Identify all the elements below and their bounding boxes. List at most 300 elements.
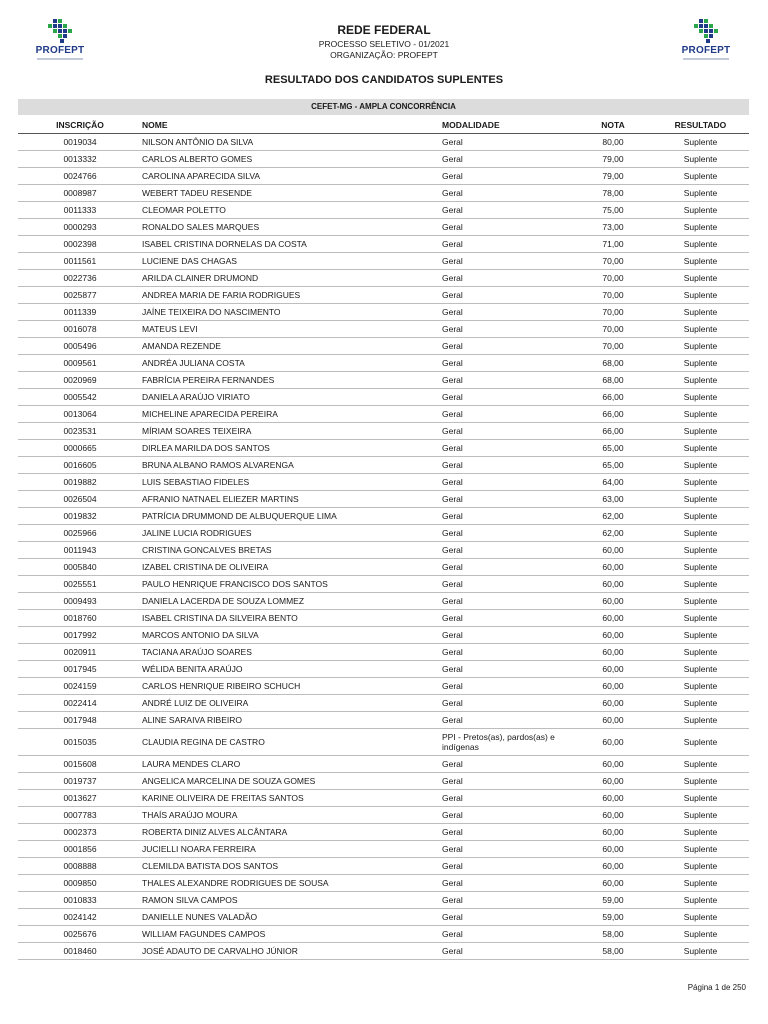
table-row (18, 644, 749, 661)
cell-modalidade: Geral (442, 236, 574, 253)
column-header-resultado: RESULTADO (652, 116, 749, 134)
page-number: Página 1 de 250 (687, 983, 746, 992)
document-header (0, 22, 768, 61)
table-row (18, 695, 749, 712)
cell-nota: 68,00 (574, 355, 652, 372)
cell-nota: 58,00 (574, 943, 652, 960)
cell-modalidade: Geral (442, 644, 574, 661)
cell-resultado: Suplente (652, 824, 749, 841)
cell-nome: ISABEL CRISTINA DA SILVEIRA BENTO (142, 610, 442, 627)
cell-resultado: Suplente (652, 457, 749, 474)
cell-resultado: Suplente (652, 338, 749, 355)
cell-nota: 60,00 (574, 542, 652, 559)
cell-modalidade: Geral (442, 372, 574, 389)
cell-inscricao: 0018760 (18, 610, 142, 627)
cell-modalidade: Geral (442, 712, 574, 729)
table-row (18, 542, 749, 559)
cell-nome: ANDRÉ LUIZ DE OLIVEIRA (142, 695, 442, 712)
cell-modalidade: Geral (442, 610, 574, 627)
table-row (18, 321, 749, 338)
cell-nome: IZABEL CRISTINA DE OLIVEIRA (142, 559, 442, 576)
cell-nome: DIRLEA MARILDA DOS SANTOS (142, 440, 442, 457)
cell-modalidade: Geral (442, 695, 574, 712)
cell-nome: CAROLINA APARECIDA SILVA (142, 168, 442, 185)
cell-resultado: Suplente (652, 253, 749, 270)
cell-inscricao: 0008888 (18, 858, 142, 875)
cell-resultado: Suplente (652, 627, 749, 644)
cell-nota: 62,00 (574, 508, 652, 525)
cell-nota: 63,00 (574, 491, 652, 508)
cell-inscricao: 0019737 (18, 773, 142, 790)
cell-nota: 60,00 (574, 712, 652, 729)
cell-nome: LUCIENE DAS CHAGAS (142, 253, 442, 270)
header-title: REDE FEDERAL (337, 23, 431, 37)
cell-resultado: Suplente (652, 712, 749, 729)
table-row (18, 678, 749, 695)
cell-modalidade: Geral (442, 525, 574, 542)
cell-modalidade: Geral (442, 576, 574, 593)
cell-inscricao: 0009561 (18, 355, 142, 372)
cell-resultado: Suplente (652, 678, 749, 695)
cell-inscricao: 0024159 (18, 678, 142, 695)
cell-nome: DANIELA LACERDA DE SOUZA LOMMEZ (142, 593, 442, 610)
cell-modalidade: Geral (442, 926, 574, 943)
cell-modalidade: PPI - Pretos(as), pardos(as) e indígenas (442, 729, 574, 756)
cell-inscricao: 0005542 (18, 389, 142, 406)
cell-inscricao: 0024766 (18, 168, 142, 185)
cell-modalidade: Geral (442, 773, 574, 790)
cell-nome: THAÍS ARAÚJO MOURA (142, 807, 442, 824)
cell-modalidade: Geral (442, 389, 574, 406)
cell-inscricao: 0009850 (18, 875, 142, 892)
table-row (18, 406, 749, 423)
header-subtitle: PROCESSO SELETIVO - 01/2021 (318, 39, 450, 49)
cell-nota: 60,00 (574, 841, 652, 858)
cell-inscricao: 0025676 (18, 926, 142, 943)
cell-nome: CLEMILDA BATISTA DOS SANTOS (142, 858, 442, 875)
cell-modalidade: Geral (442, 287, 574, 304)
cell-modalidade: Geral (442, 943, 574, 960)
cell-inscricao: 0019832 (18, 508, 142, 525)
cell-resultado: Suplente (652, 661, 749, 678)
cell-resultado: Suplente (652, 909, 749, 926)
cell-nome: WILLIAM FAGUNDES CAMPOS (142, 926, 442, 943)
cell-inscricao: 0025551 (18, 576, 142, 593)
cell-nota: 70,00 (574, 270, 652, 287)
table-row (18, 168, 749, 185)
cell-nota: 66,00 (574, 389, 652, 406)
table-row (18, 287, 749, 304)
cell-nota: 62,00 (574, 525, 652, 542)
column-header-inscricao: INSCRIÇÃO (18, 116, 142, 134)
cell-nome: JOSÉ ADAUTO DE CARVALHO JÚNIOR (142, 943, 442, 960)
cell-modalidade: Geral (442, 875, 574, 892)
cell-inscricao: 0015608 (18, 756, 142, 773)
cell-resultado: Suplente (652, 134, 749, 151)
cell-modalidade: Geral (442, 338, 574, 355)
cell-inscricao: 0008987 (18, 185, 142, 202)
table-row (18, 372, 749, 389)
cell-nota: 60,00 (574, 824, 652, 841)
cell-nome: ARILDA CLAINER DRUMOND (142, 270, 442, 287)
cell-resultado: Suplente (652, 270, 749, 287)
cell-modalidade: Geral (442, 219, 574, 236)
table-row (18, 790, 749, 807)
table-row (18, 875, 749, 892)
table-row (18, 943, 749, 960)
cell-nota: 70,00 (574, 321, 652, 338)
cell-modalidade: Geral (442, 909, 574, 926)
cell-inscricao: 0025877 (18, 287, 142, 304)
cell-resultado: Suplente (652, 525, 749, 542)
cell-nome: RAMON SILVA CAMPOS (142, 892, 442, 909)
cell-resultado: Suplente (652, 389, 749, 406)
table-row (18, 892, 749, 909)
cell-inscricao: 0018460 (18, 943, 142, 960)
table-row (18, 389, 749, 406)
section-title-bar: CEFET-MG - AMPLA CONCORRÊNCIA (18, 99, 749, 115)
cell-inscricao: 0011943 (18, 542, 142, 559)
cell-modalidade: Geral (442, 134, 574, 151)
cell-modalidade: Geral (442, 202, 574, 219)
cell-modalidade: Geral (442, 253, 574, 270)
cell-modalidade: Geral (442, 474, 574, 491)
cell-nome: MARCOS ANTONIO DA SILVA (142, 627, 442, 644)
cell-nome: FABRÍCIA PEREIRA FERNANDES (142, 372, 442, 389)
table-row (18, 627, 749, 644)
cell-nome: CLEOMAR POLETTO (142, 202, 442, 219)
cell-inscricao: 0010833 (18, 892, 142, 909)
cell-inscricao: 0023531 (18, 423, 142, 440)
cell-resultado: Suplente (652, 926, 749, 943)
cell-inscricao: 0015035 (18, 729, 142, 756)
cell-nota: 70,00 (574, 304, 652, 321)
cell-nota: 66,00 (574, 423, 652, 440)
cell-modalidade: Geral (442, 627, 574, 644)
cell-nota: 59,00 (574, 909, 652, 926)
cell-nome: LAURA MENDES CLARO (142, 756, 442, 773)
cell-nota: 66,00 (574, 406, 652, 423)
cell-inscricao: 0005840 (18, 559, 142, 576)
cell-nome: JUCIELLI NOARA FERREIRA (142, 841, 442, 858)
table-row (18, 202, 749, 219)
cell-resultado: Suplente (652, 219, 749, 236)
column-header-modalidade: MODALIDADE (442, 116, 574, 134)
cell-nome: CRISTINA GONCALVES BRETAS (142, 542, 442, 559)
cell-resultado: Suplente (652, 542, 749, 559)
cell-nota: 60,00 (574, 773, 652, 790)
cell-modalidade: Geral (442, 858, 574, 875)
table-row (18, 440, 749, 457)
cell-nome: MICHELINE APARECIDA PEREIRA (142, 406, 442, 423)
table-header-row (18, 116, 749, 134)
cell-modalidade: Geral (442, 355, 574, 372)
table-row (18, 525, 749, 542)
cell-resultado: Suplente (652, 321, 749, 338)
table-row (18, 304, 749, 321)
cell-nota: 60,00 (574, 729, 652, 756)
cell-resultado: Suplente (652, 474, 749, 491)
table-row (18, 134, 749, 151)
cell-modalidade: Geral (442, 440, 574, 457)
cell-resultado: Suplente (652, 610, 749, 627)
cell-resultado: Suplente (652, 202, 749, 219)
table-row (18, 712, 749, 729)
table-row (18, 858, 749, 875)
cell-nome: ANGELICA MARCELINA DE SOUZA GOMES (142, 773, 442, 790)
cell-resultado: Suplente (652, 729, 749, 756)
cell-inscricao: 0011339 (18, 304, 142, 321)
cell-inscricao: 0005496 (18, 338, 142, 355)
cell-nome: ISABEL CRISTINA DORNELAS DA COSTA (142, 236, 442, 253)
cell-nome: AMANDA REZENDE (142, 338, 442, 355)
table-row (18, 508, 749, 525)
cell-nome: JAÍNE TEIXEIRA DO NASCIMENTO (142, 304, 442, 321)
cell-inscricao: 0020969 (18, 372, 142, 389)
cell-nota: 58,00 (574, 926, 652, 943)
cell-resultado: Suplente (652, 508, 749, 525)
cell-nota: 60,00 (574, 559, 652, 576)
cell-nome: PATRÍCIA DRUMMOND DE ALBUQUERQUE LIMA (142, 508, 442, 525)
cell-nota: 60,00 (574, 661, 652, 678)
cell-nome: PAULO HENRIQUE FRANCISCO DOS SANTOS (142, 576, 442, 593)
cell-nota: 60,00 (574, 593, 652, 610)
cell-nota: 75,00 (574, 202, 652, 219)
cell-nota: 65,00 (574, 457, 652, 474)
cell-nota: 70,00 (574, 287, 652, 304)
cell-resultado: Suplente (652, 892, 749, 909)
table-row (18, 219, 749, 236)
cell-nome: MATEUS LEVI (142, 321, 442, 338)
cell-modalidade: Geral (442, 661, 574, 678)
logo-text: PROFEPT (35, 45, 85, 56)
cell-inscricao: 0011333 (18, 202, 142, 219)
table-row (18, 355, 749, 372)
cell-inscricao: 0000293 (18, 219, 142, 236)
table-row (18, 423, 749, 440)
cell-resultado: Suplente (652, 423, 749, 440)
table-row (18, 491, 749, 508)
table-row (18, 236, 749, 253)
cell-resultado: Suplente (652, 355, 749, 372)
table-row (18, 824, 749, 841)
cell-resultado: Suplente (652, 644, 749, 661)
cell-resultado: Suplente (652, 559, 749, 576)
cell-nota: 60,00 (574, 790, 652, 807)
cell-inscricao: 0000665 (18, 440, 142, 457)
cell-resultado: Suplente (652, 491, 749, 508)
cell-modalidade: Geral (442, 824, 574, 841)
cell-nota: 59,00 (574, 892, 652, 909)
cell-nome: CARLOS HENRIQUE RIBEIRO SCHUCH (142, 678, 442, 695)
cell-resultado: Suplente (652, 695, 749, 712)
cell-nome: BRUNA ALBANO RAMOS ALVARENGA (142, 457, 442, 474)
cell-modalidade: Geral (442, 807, 574, 824)
cell-nota: 60,00 (574, 756, 652, 773)
table-row (18, 807, 749, 824)
cell-nome: THALES ALEXANDRE RODRIGUES DE SOUSA (142, 875, 442, 892)
cell-resultado: Suplente (652, 841, 749, 858)
cell-nota: 60,00 (574, 875, 652, 892)
cell-resultado: Suplente (652, 151, 749, 168)
cell-nota: 64,00 (574, 474, 652, 491)
cell-nome: ALINE SARAIVA RIBEIRO (142, 712, 442, 729)
cell-resultado: Suplente (652, 858, 749, 875)
cell-modalidade: Geral (442, 756, 574, 773)
cell-nota: 73,00 (574, 219, 652, 236)
cell-nota: 60,00 (574, 695, 652, 712)
cell-modalidade: Geral (442, 559, 574, 576)
cell-modalidade: Geral (442, 168, 574, 185)
table-row (18, 474, 749, 491)
cell-inscricao: 0002398 (18, 236, 142, 253)
cell-nome: LUIS SEBASTIAO FIDELES (142, 474, 442, 491)
cell-inscricao: 0026504 (18, 491, 142, 508)
cell-modalidade: Geral (442, 491, 574, 508)
cell-inscricao: 0024142 (18, 909, 142, 926)
cell-modalidade: Geral (442, 304, 574, 321)
cell-nome: DANIELLE NUNES VALADÃO (142, 909, 442, 926)
cell-modalidade: Geral (442, 185, 574, 202)
cell-resultado: Suplente (652, 790, 749, 807)
table-row (18, 909, 749, 926)
cell-inscricao: 0019034 (18, 134, 142, 151)
column-header-nome: NOME (142, 116, 442, 134)
cell-resultado: Suplente (652, 593, 749, 610)
cell-inscricao: 0016605 (18, 457, 142, 474)
cell-nota: 60,00 (574, 858, 652, 875)
cell-inscricao: 0022414 (18, 695, 142, 712)
cell-nome: TACIANA ARAÚJO SOARES (142, 644, 442, 661)
cell-nota: 60,00 (574, 807, 652, 824)
cell-resultado: Suplente (652, 773, 749, 790)
cell-inscricao: 0020911 (18, 644, 142, 661)
cell-resultado: Suplente (652, 185, 749, 202)
cell-nota: 71,00 (574, 236, 652, 253)
cell-inscricao: 0007783 (18, 807, 142, 824)
cell-resultado: Suplente (652, 304, 749, 321)
cell-nota: 60,00 (574, 644, 652, 661)
cell-resultado: Suplente (652, 168, 749, 185)
cell-nome: MÍRIAM SOARES TEIXEIRA (142, 423, 442, 440)
table-row (18, 661, 749, 678)
cell-modalidade: Geral (442, 790, 574, 807)
cell-modalidade: Geral (442, 678, 574, 695)
table-row (18, 185, 749, 202)
cell-inscricao: 0016078 (18, 321, 142, 338)
cell-resultado: Suplente (652, 236, 749, 253)
cell-modalidade: Geral (442, 593, 574, 610)
cell-nome: KARINE OLIVEIRA DE FREITAS SANTOS (142, 790, 442, 807)
cell-nota: 60,00 (574, 610, 652, 627)
table-row (18, 610, 749, 627)
cell-inscricao: 0017948 (18, 712, 142, 729)
cell-inscricao: 0019882 (18, 474, 142, 491)
cell-nota: 60,00 (574, 678, 652, 695)
cell-nome: CLAUDIA REGINA DE CASTRO (142, 729, 442, 756)
cell-nota: 60,00 (574, 627, 652, 644)
cell-nota: 70,00 (574, 253, 652, 270)
cell-resultado: Suplente (652, 943, 749, 960)
cell-nota: 65,00 (574, 440, 652, 457)
cell-modalidade: Geral (442, 542, 574, 559)
cell-nome: WEBERT TADEU RESENDE (142, 185, 442, 202)
cell-inscricao: 0022736 (18, 270, 142, 287)
table-row (18, 773, 749, 790)
cell-nota: 80,00 (574, 134, 652, 151)
cell-resultado: Suplente (652, 875, 749, 892)
cell-nota: 68,00 (574, 372, 652, 389)
cell-modalidade: Geral (442, 841, 574, 858)
cell-inscricao: 0011561 (18, 253, 142, 270)
cell-inscricao: 0025966 (18, 525, 142, 542)
cell-nota: 78,00 (574, 185, 652, 202)
cell-nota: 79,00 (574, 151, 652, 168)
table-row (18, 151, 749, 168)
cell-modalidade: Geral (442, 423, 574, 440)
cell-nome: ANDRÉA JULIANA COSTA (142, 355, 442, 372)
cell-modalidade: Geral (442, 892, 574, 909)
cell-resultado: Suplente (652, 756, 749, 773)
table-row (18, 593, 749, 610)
cell-inscricao: 0017992 (18, 627, 142, 644)
cell-modalidade: Geral (442, 457, 574, 474)
table-row (18, 338, 749, 355)
cell-nome: CARLOS ALBERTO GOMES (142, 151, 442, 168)
cell-resultado: Suplente (652, 372, 749, 389)
logo-text: PROFEPT (681, 45, 731, 56)
cell-nota: 60,00 (574, 576, 652, 593)
cell-resultado: Suplente (652, 406, 749, 423)
document-title: RESULTADO DOS CANDIDATOS SUPLENTES (264, 74, 504, 86)
table-row (18, 729, 749, 756)
cell-nota: 70,00 (574, 338, 652, 355)
header-organization: ORGANIZAÇÃO: PROFEPT (330, 50, 438, 60)
table-row (18, 841, 749, 858)
table-row (18, 756, 749, 773)
table-row (18, 270, 749, 287)
cell-nome: RONALDO SALES MARQUES (142, 219, 442, 236)
cell-inscricao: 0013064 (18, 406, 142, 423)
table-row (18, 576, 749, 593)
table-row (18, 457, 749, 474)
column-header-nota: NOTA (574, 116, 652, 134)
results-table (18, 116, 749, 960)
cell-modalidade: Geral (442, 321, 574, 338)
cell-resultado: Suplente (652, 576, 749, 593)
cell-inscricao: 0002373 (18, 824, 142, 841)
cell-nome: AFRANIO NATNAEL ELIEZER MARTINS (142, 491, 442, 508)
cell-nome: WÉLIDA BENITA ARAÚJO (142, 661, 442, 678)
table-row (18, 926, 749, 943)
cell-inscricao: 0013627 (18, 790, 142, 807)
cell-resultado: Suplente (652, 807, 749, 824)
cell-modalidade: Geral (442, 270, 574, 287)
cell-nota: 79,00 (574, 168, 652, 185)
cell-inscricao: 0001856 (18, 841, 142, 858)
cell-inscricao: 0009493 (18, 593, 142, 610)
cell-nome: NILSON ANTÔNIO DA SILVA (142, 134, 442, 151)
cell-resultado: Suplente (652, 287, 749, 304)
cell-nome: DANIELA ARAÚJO VIRIATO (142, 389, 442, 406)
table-row (18, 559, 749, 576)
cell-nome: ROBERTA DINIZ ALVES ALCÂNTARA (142, 824, 442, 841)
cell-inscricao: 0013332 (18, 151, 142, 168)
cell-inscricao: 0017945 (18, 661, 142, 678)
cell-nome: ANDREA MARIA DE FARIA RODRIGUES (142, 287, 442, 304)
table-row (18, 253, 749, 270)
cell-modalidade: Geral (442, 151, 574, 168)
